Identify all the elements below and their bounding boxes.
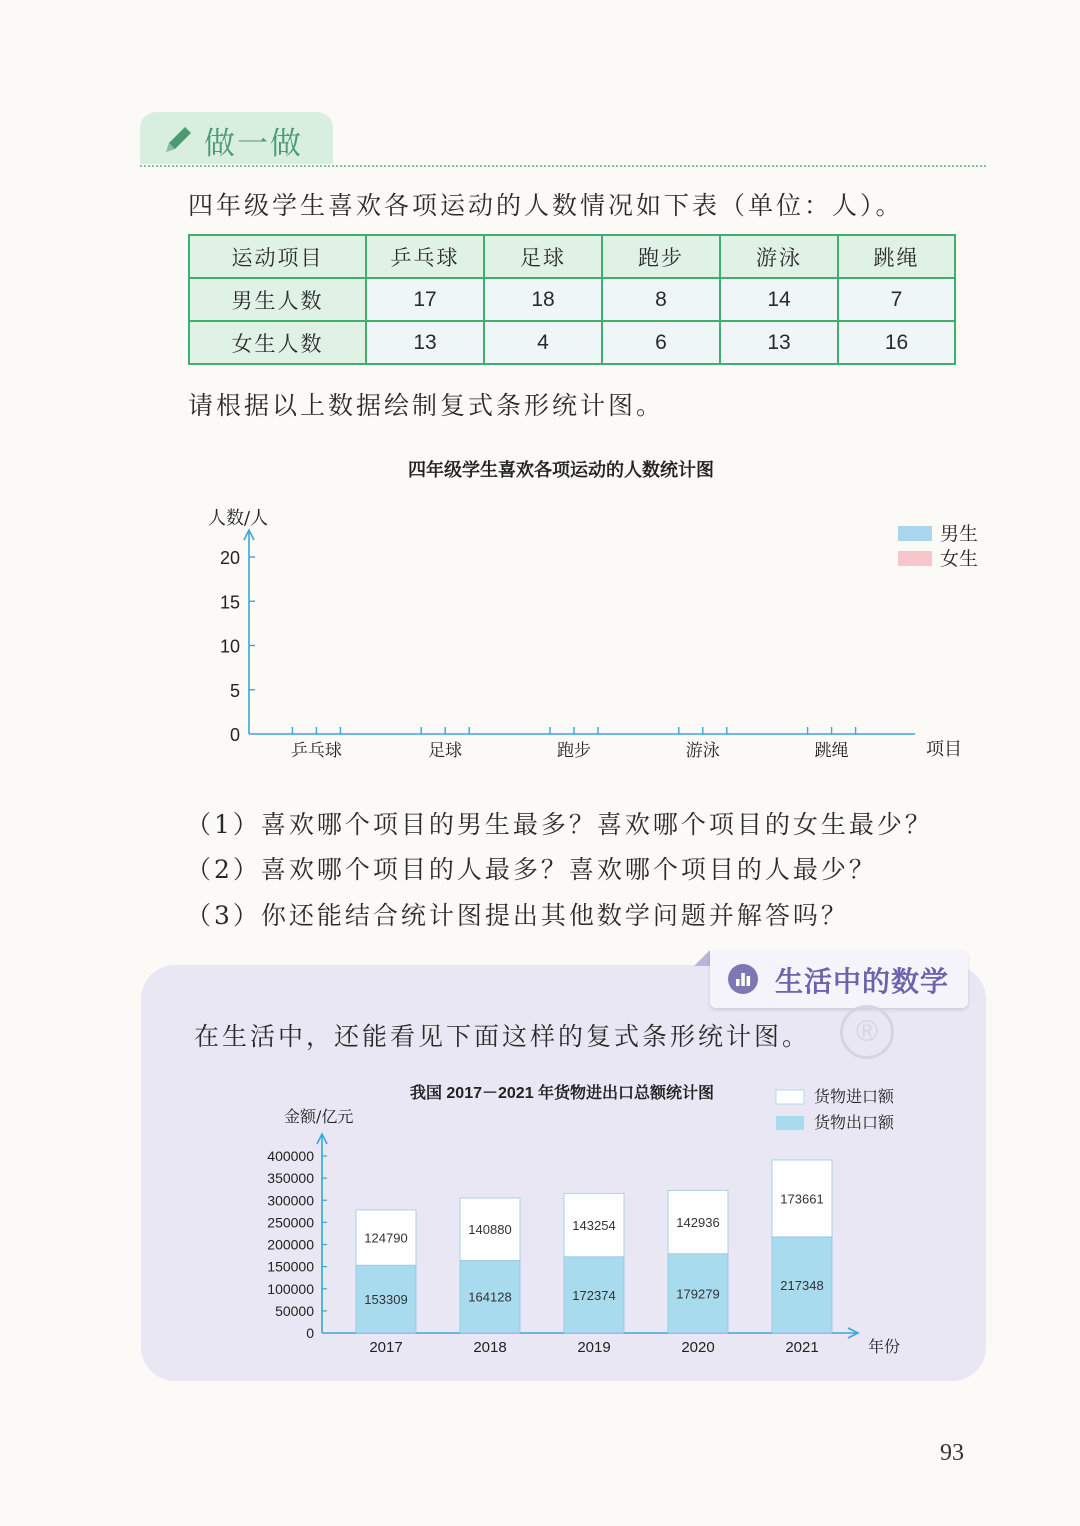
section-divider <box>140 165 986 167</box>
table-cell: 8 <box>602 278 720 321</box>
legend-boy-label: 男生 <box>940 523 979 545</box>
table-header-cell: 跳绳 <box>838 235 955 278</box>
table-cell: 6 <box>602 321 720 364</box>
chart2-y-tick-label: 250000 <box>267 1214 314 1231</box>
life-text: 在生活中，还能看见下面这样的复式条形统计图。 <box>194 1022 811 1051</box>
export-value-label: 164128 <box>468 1289 512 1305</box>
instruction-text: 请根据以上数据绘制复式条形统计图。 <box>188 391 665 420</box>
page-number: 93 <box>940 1440 964 1466</box>
chart2-y-tick-label: 350000 <box>267 1170 314 1187</box>
import-value-label: 142936 <box>676 1215 720 1231</box>
table-header-cell: 足球 <box>484 235 602 278</box>
legend-import-label: 货物进口额 <box>814 1087 895 1106</box>
chart2-year-label: 2018 <box>473 1339 507 1356</box>
chart1-ylabel: 人数/人 <box>208 508 269 529</box>
table-cell: 7 <box>838 278 955 321</box>
chart2-y-tick-label: 0 <box>306 1325 314 1341</box>
legend-export-label: 货物出口额 <box>814 1113 895 1132</box>
legend-boy-swatch <box>898 526 932 541</box>
chart1-y-tick-label: 15 <box>219 592 240 613</box>
table-cell: 14 <box>720 278 838 321</box>
chart2-year-label: 2021 <box>785 1339 819 1356</box>
chart1-xlabel: 项目 <box>926 739 962 760</box>
chart1-y-tick-label: 0 <box>229 725 240 745</box>
chart2-year-label: 2017 <box>369 1339 403 1356</box>
import-value-label: 124790 <box>364 1230 408 1246</box>
legend-export-swatch <box>776 1116 804 1130</box>
chart1-y-tick-label: 10 <box>219 636 240 657</box>
table-header-row <box>189 235 955 278</box>
chart2-bars <box>356 1160 832 1356</box>
question-1: （1）喜欢哪个项目的男生最多？喜欢哪个项目的女生最少？ <box>186 810 933 839</box>
table-cell: 17 <box>366 278 484 321</box>
chart1-category-label: 跑步 <box>557 741 591 761</box>
export-value-label: 153309 <box>364 1292 408 1308</box>
bar-chart-icon <box>728 964 758 994</box>
table-cell: 13 <box>366 321 484 364</box>
chart2-y-tick-label: 400000 <box>267 1148 314 1164</box>
table-header-cell: 运动项目 <box>189 235 366 278</box>
import-value-label: 143254 <box>572 1218 616 1234</box>
sports-table <box>188 234 956 365</box>
table-cell: 13 <box>720 321 838 364</box>
table-row <box>189 321 955 364</box>
chart2-y-tick-label: 300000 <box>267 1192 314 1209</box>
chart1-x-ticks <box>291 727 856 761</box>
question-3: （3）你还能结合统计图提出其他数学问题并解答吗？ <box>186 901 849 930</box>
watermark-badge: ® <box>840 1005 894 1059</box>
life-math-title: 生活中的数学 <box>775 965 950 998</box>
chart1-category-label: 乒乓球 <box>290 741 342 761</box>
chart2-y-tick-label: 50000 <box>275 1302 314 1319</box>
chart2-year-label: 2020 <box>681 1339 715 1356</box>
table-row-label: 男生人数 <box>189 278 366 321</box>
table-row-label: 女生人数 <box>189 321 366 364</box>
table-header-cell: 乒乓球 <box>366 235 484 278</box>
sports-chart <box>0 440 1080 780</box>
import-value-label: 140880 <box>468 1222 512 1238</box>
export-value-label: 172374 <box>572 1287 616 1303</box>
chart1-title: 四年级学生喜欢各项运动的人数统计图 <box>408 460 714 480</box>
table-cell: 16 <box>838 321 955 364</box>
legend-girl-label: 女生 <box>940 548 979 570</box>
legend-import-swatch <box>776 1090 804 1104</box>
chart2-xlabel: 年份 <box>868 1337 901 1356</box>
import-value-label: 173661 <box>780 1191 824 1207</box>
table-header-cell: 游泳 <box>720 235 838 278</box>
chart2-ylabel: 金额/亿元 <box>284 1107 354 1126</box>
chart2-year-label: 2019 <box>577 1339 611 1356</box>
chart1-category-label: 足球 <box>428 741 463 761</box>
table-header-cell: 跑步 <box>602 235 720 278</box>
chart2-title: 我国 2017－2021 年货物进出口总额统计图 <box>409 1085 715 1102</box>
export-value-label: 179279 <box>676 1286 720 1302</box>
chart1-category-label: 跳绳 <box>814 741 849 761</box>
life-tab-fold <box>694 950 710 966</box>
table-row <box>189 278 955 321</box>
table-cell: 4 <box>484 321 602 364</box>
export-value-label: 217348 <box>780 1277 824 1293</box>
section-title: 做一做 <box>204 126 303 162</box>
pencil-icon <box>160 122 196 158</box>
chart1-y-tick-label: 20 <box>219 548 240 568</box>
chart2-y-tick-label: 200000 <box>267 1236 314 1253</box>
table-cell: 18 <box>484 278 602 321</box>
intro-text: 四年级学生喜欢各项运动的人数情况如下表（单位：人）。 <box>188 191 904 220</box>
chart2-y-ticks <box>267 1148 327 1341</box>
chart1-y-tick-label: 5 <box>229 680 240 701</box>
question-2: （2）喜欢哪个项目的人最多？喜欢哪个项目的人最少？ <box>186 855 877 884</box>
trade-chart <box>140 1070 986 1370</box>
chart2-y-tick-label: 100000 <box>267 1280 314 1297</box>
chart2-y-tick-label: 150000 <box>267 1258 314 1275</box>
chart1-category-label: 游泳 <box>685 741 720 761</box>
legend-girl-swatch <box>898 551 932 566</box>
